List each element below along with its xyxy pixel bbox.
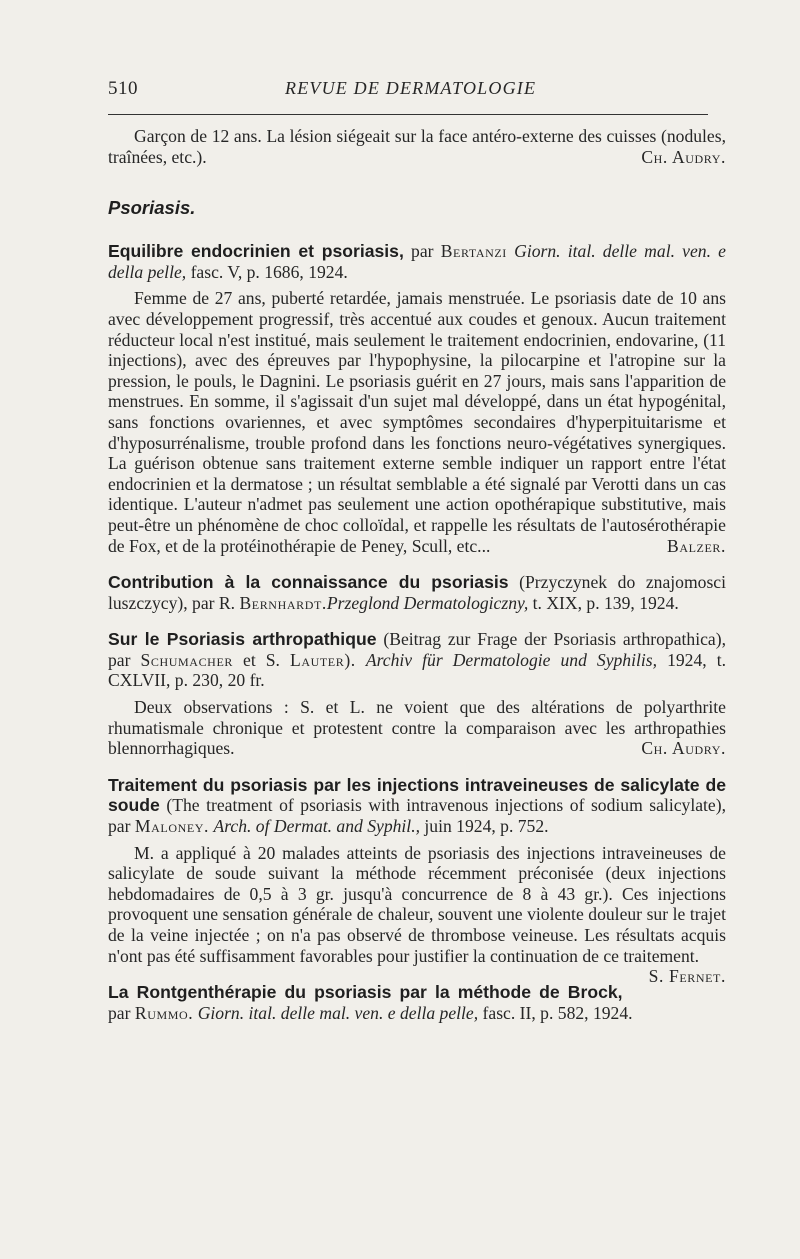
article-5-heading <box>108 982 726 1023</box>
journal-title: REVUE DE DERMATOLOGIE <box>285 78 537 98</box>
article-2-by: par R. <box>192 592 236 613</box>
article-1-signature: Balzer. <box>667 535 726 556</box>
intro-signature: Ch. Audry. <box>641 146 726 167</box>
article-3-source: Archiv für Dermatologie und Syphilis, <box>365 649 658 670</box>
article-4-source: Arch. of Dermat. and Syphil., <box>213 816 420 837</box>
article-2-citation: t. XIX, p. 139, 1924. <box>532 592 679 613</box>
article-1-source: Giorn. ital. delle mal. ven. e della pelle, <box>108 241 726 282</box>
article-2-title: Contribution à la connaissance du psoriasis <box>108 572 509 593</box>
article-5-by: par <box>108 1002 131 1023</box>
article-5-source: Giorn. ital. delle mal. ven. e della pelle, <box>197 1002 479 1023</box>
article-2-source: Przeglond Dermatologiczny, <box>326 592 529 613</box>
article-1-body-paragraph <box>108 288 726 556</box>
article-3-body: Deux observations : S. et L. ne voient que des altérations de polyarthrite rhumatismale chronique et protestent contre la comparaison avec les arthropathies blennorrhagiques. <box>108 697 726 759</box>
article-3-and: et S. <box>243 649 280 670</box>
article-5-title: La Rontgenthérapie du psoriasis par la méthode de Brock, <box>108 982 623 1003</box>
article-3 <box>108 629 726 759</box>
article-4-title: Traitement du psoriasis par les injections intraveineuses de salicylate de soude <box>108 774 726 816</box>
article-3-citation: 1924, t. CXLVII, p. 230, 20 fr. <box>108 649 726 691</box>
article-2-author: Bernhardt. <box>239 592 327 613</box>
article-1 <box>108 241 726 556</box>
article-1-citation: fasc. V, p. 1686, 1924. <box>190 261 348 282</box>
article-4-body: M. a appliqué à 20 malades atteints de psoriasis des injections intraveineuses de salicylate de soude suivant la méthode récemment préconisée (deux injections hebdomadaires de 0,5 à 3 gr. jusqu'à concurrence de 8 à 43 gr.). Ces injections provoquent une sensation générale de chaleur, souvent une violente douleur sur le trajet de la veine injectée ; on n'a pas observé de thrombose veineuse. Les résultats acquis n'ont pas été suffisamment favorables pour justifier la continuation de ce traitement. <box>108 842 726 966</box>
article-4-signature: S. Fernet. <box>648 966 726 987</box>
article-3-body-paragraph <box>108 697 726 759</box>
article-5 <box>108 982 726 1023</box>
article-3-author: Schumacher <box>140 649 233 670</box>
article-1-author: Bertanzi <box>440 241 507 262</box>
section-heading: Psoriasis. <box>108 197 196 219</box>
article-4-author: Maloney. <box>134 816 210 837</box>
article-4-body-paragraph <box>108 842 726 987</box>
article-3-title: Sur le Psoriasis arthropathique <box>108 629 377 650</box>
intro-text: Garçon de 12 ans. La lésion siégeait sur la face antéro-externe des cuisses (nodules, traînées, etc.). <box>108 126 726 167</box>
article-3-by: par <box>108 649 131 670</box>
article-4 <box>108 774 727 987</box>
article-1-title: Equilibre endocrinien et psoriasis, <box>108 241 404 262</box>
article-2-subtitle: (Przyczynek do znajomosci luszczycy), <box>108 572 726 613</box>
article-1-heading <box>108 241 726 282</box>
article-1-by: par <box>411 241 434 262</box>
header-rule <box>108 114 708 115</box>
article-4-citation: juin 1924, p. 752. <box>424 816 549 837</box>
article-5-citation: fasc. II, p. 582, 1924. <box>482 1002 633 1023</box>
running-header <box>108 76 708 106</box>
article-4-heading <box>108 775 726 837</box>
article-3-heading <box>108 629 726 691</box>
article-2 <box>108 572 726 613</box>
article-5-author: Rummo. <box>134 1002 194 1023</box>
article-3-subtitle: (Beitrag zur Frage der Psoriasis arthropathica), <box>383 629 726 650</box>
page-content <box>108 126 726 1023</box>
article-4-by: par <box>108 816 131 837</box>
article-4-subtitle: (The treatment of psoriasis with intravenous injections of sodium salicylate), <box>166 795 727 816</box>
article-1-body: Femme de 27 ans, puberté retardée, jamais menstruée. Le psoriasis date de 10 ans avec développement progressif, très accentué aux coudes et genoux. Aucun traitement réducteur local n'est institué, mais seulement le traitement endocrinien, endovarine, (11 injections), avec des épreuves par l'hypophysine, la pilocarpine et l'atropine sur la pression, le pouls, le Dagnini. Le psoriasis guérit en 27 jours, mais sans l'apparition de menstrues. En somme, il s'agissait d'un sujet mal développé, dans un état hypogénital, sans fonctions ovariennes, et avec symptômes secondaires d'hyperpituitarisme et d'hyposurrénalisme, trouble profond dans les fonctions neuro-végétatives synergiques. La guérison obtenue sans traitement externe semble indiquer un rapport entre l'état endocrinien et la dermatose ; un résultat semblable a été signalé par Verotti dans un cas identique. L'auteur n'admet pas seulement une action opothérapique substitutive, mais peut-être un phénomène de choc colloïdal, et rappelle les résultats de l'autosérothérapie de Fox, et de la protéinothérapie de Peney, Scull, etc... <box>108 288 726 556</box>
article-3-signature: Ch. Audry. <box>641 738 726 759</box>
article-3-author-2: Lauter). <box>290 649 356 670</box>
article-2-heading <box>108 572 726 613</box>
page-number: 510 <box>108 78 138 99</box>
intro-paragraph <box>108 126 726 167</box>
